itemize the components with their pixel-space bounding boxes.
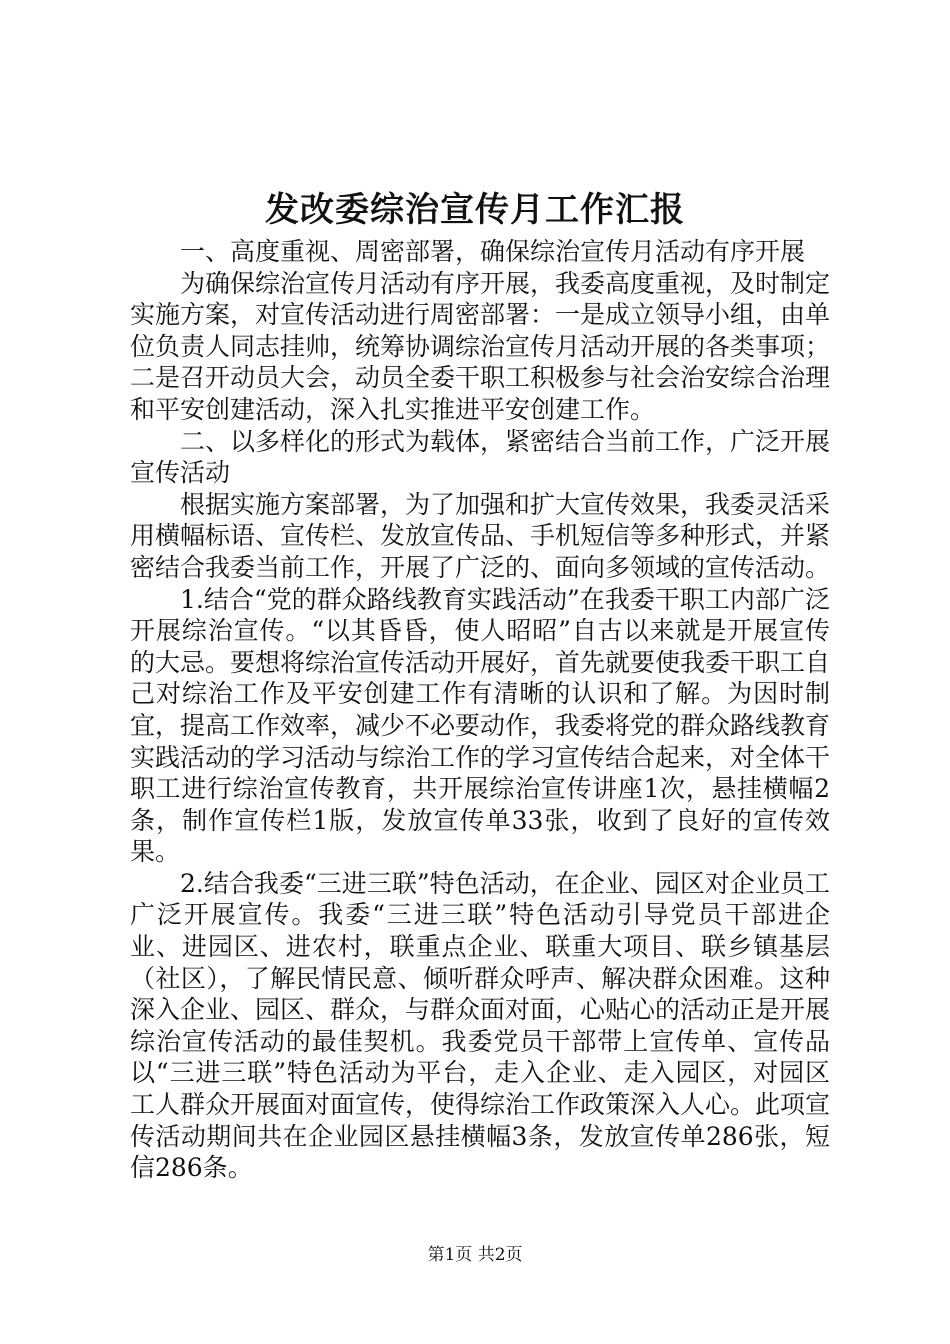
section-heading-1: 一、高度重视、周密部署，确保综治宣传月活动有序开展 bbox=[180, 237, 806, 266]
paragraph-1: 为确保综治宣传月活动有序开展，我委高度重视，及时制定实施方案，对宣传活动进行周密部署：一是成立领导小组，由单位负责人同志挂帅，统筹协调综治宣传月活动开展的各类事项；二是召开动员大会，动员全委干职工积极参与社会治安综合治理和平安创建活动，深入扎实推进平安创建工作。 bbox=[130, 268, 831, 424]
section-heading-2: 二、以多样化的形式为载体，紧密结合当前工作，广泛开展宣传活动 bbox=[130, 426, 831, 488]
paragraph-item-2: 2.结合我委“三进三联”特色活动，在企业、园区对企业员工广泛开展宣传。我委“三进三联”特色活动引导党员干部进企业、进园区、进农村，联重点企业、联重大项目、联乡镇基层（社区），了解民情民意、倾听群众呼声、解决群众困难。这种深入企业、园区、群众，与群众面对面，心贴心的活动正是开展综治宣传活动的最佳契机。我委党员干部带上宣传单、宣传品以“三进三联”特色活动为平台，走入企业、走入园区，对园区工人群众开展面对面宣传，使得综治工作政策深入人心。此项宣传活动期间共在企业园区悬挂横幅3条，发放宣传单286张，短信286条。 bbox=[130, 868, 831, 1183]
document-title: 发改委综治宣传月工作汇报 bbox=[265, 190, 685, 230]
document-body bbox=[130, 236, 830, 1184]
page-footer: 第1页 共2页 bbox=[427, 1245, 523, 1265]
paragraph-2: 根据实施方案部署，为了加强和扩大宣传效果，我委灵活采用横幅标语、宣传栏、发放宣传品、手机短信等多种形式，并紧密结合我委当前工作，开展了广泛的、面向多领域的宣传活动。 bbox=[130, 489, 831, 582]
paragraph-item-1: 1.结合“党的群众路线教育实践活动”在我委干职工内部广泛开展综治宣传。“以其昏昏，使人昭昭”自古以来就是开展宣传的大忌。要想将综治宣传活动开展好，首先就要使我委干职工自己对综治工作及平安创建工作有清晰的认识和了解。为因时制宜，提高工作效率，减少不必要动作，我委将党的群众路线教育实践活动的学习活动与综治工作的学习宣传结合起来，对全体干职工进行综治宣传教育，共开展综治宣传讲座1次，悬挂横幅2条，制作宣传栏1版，发放宣传单33张，收到了良好的宣传效果。 bbox=[130, 584, 831, 867]
